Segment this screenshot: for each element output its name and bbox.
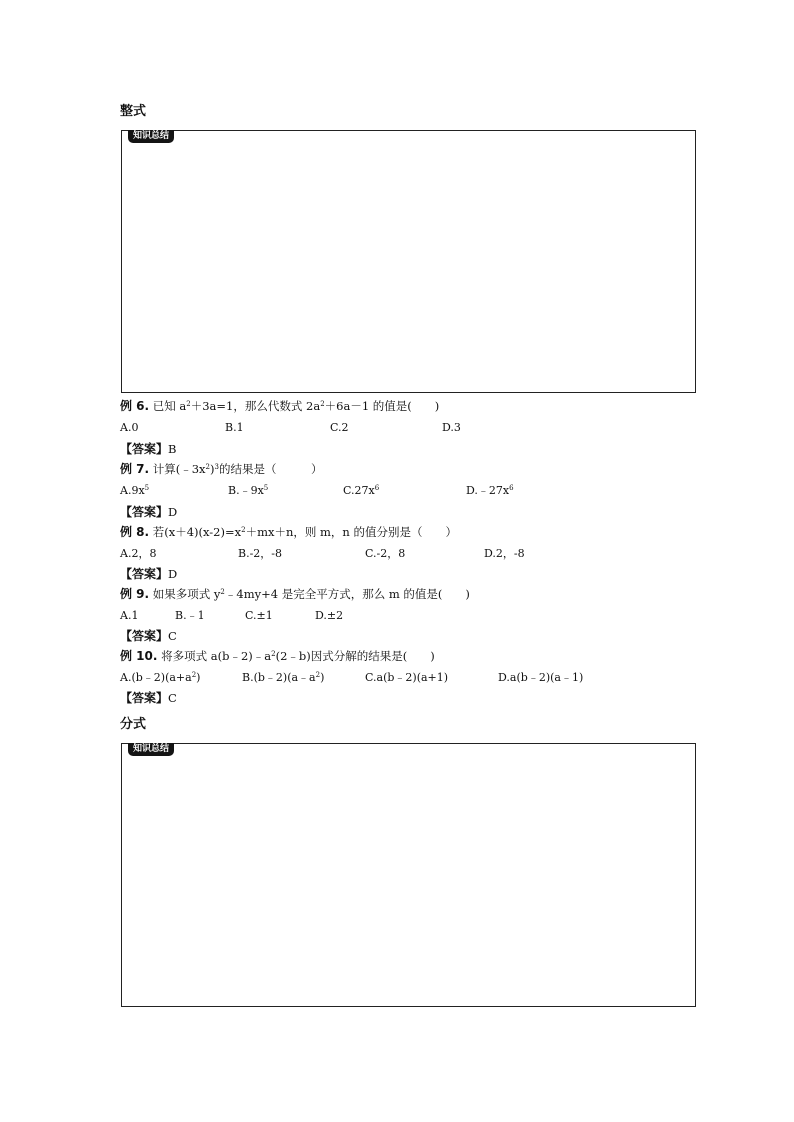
knowledge-summary-box-1 xyxy=(121,130,696,393)
question-6 xyxy=(120,398,439,414)
q7-answer xyxy=(120,504,177,520)
answer-label: 【答案】 xyxy=(120,505,169,519)
q10-option-a: $A.(b﹣2)(a+a^2)$ xyxy=(120,671,201,684)
q8-option-a: A.2，8 xyxy=(120,547,157,560)
q10-answer xyxy=(120,690,177,706)
question-9-text-a: 如果多项式 y xyxy=(152,587,221,601)
knowledge-summary-tag-2: 知识总结 xyxy=(128,743,174,756)
q7-answer-value: D xyxy=(168,505,178,519)
knowledge-summary-tag-1: 知识总结 xyxy=(128,130,174,143)
question-8-text-b: ＋mx＋n，则 m，n 的值分别是（ ） xyxy=(245,525,457,539)
answer-label: 【答案】 xyxy=(120,442,169,456)
q10-option-b: $B.(b﹣2)(a﹣a^2)$ xyxy=(242,671,325,684)
q9-answer-value: C xyxy=(168,629,177,643)
answer-label: 【答案】 xyxy=(120,567,169,581)
q10-option-c: C.a(b﹣2)(a+1) xyxy=(365,671,449,684)
question-10-text-a: 将多项式 a(b﹣2)﹣a xyxy=(161,649,272,663)
q8-option-c: C.-2，8 xyxy=(365,547,406,560)
question-6-label: 例 6. xyxy=(120,399,150,413)
question-7-text-c: 的结果是（ ） xyxy=(218,462,323,476)
question-8-label: 例 8. xyxy=(120,525,150,539)
q10-option-d: D.a(b﹣2)(a﹣1) xyxy=(498,671,584,684)
q9-answer xyxy=(120,628,177,644)
question-10-text-b: (2﹣b)因式分解的结果是( ) xyxy=(275,649,435,663)
section-title-integral-expressions: 整式 xyxy=(120,104,147,119)
q9-option-d: D.±2 xyxy=(315,609,344,622)
q9-option-a: A.1 xyxy=(120,609,139,622)
question-7 xyxy=(120,461,322,477)
q6-option-a: A.0 xyxy=(120,421,139,434)
q6-option-b: B.1 xyxy=(225,421,244,434)
question-9 xyxy=(120,586,470,602)
knowledge-summary-box-2 xyxy=(121,743,696,1007)
answer-label: 【答案】 xyxy=(120,629,169,643)
q9-option-c: C.±1 xyxy=(245,609,273,622)
question-8-exp-a: 2 xyxy=(241,526,246,534)
q8-option-d: D.2，-8 xyxy=(484,547,525,560)
q7-option-a: $A.9x^5$ xyxy=(120,484,150,497)
question-7-exp-a: 2 xyxy=(205,463,211,471)
section-title-fractions: 分式 xyxy=(120,717,147,732)
q6-answer xyxy=(120,441,176,457)
q6-answer-value: B xyxy=(168,442,177,456)
q6-option-d: D.3 xyxy=(442,421,461,434)
q7-option-d: $D.﹣27x^6$ xyxy=(466,484,514,497)
question-8 xyxy=(120,524,457,540)
question-9-exp-a: 2 xyxy=(220,588,225,596)
question-7-text-a: 计算(﹣3x xyxy=(152,462,206,476)
q8-option-b: B.-2，-8 xyxy=(238,547,283,560)
q7-option-b: $B.﹣9x^5$ xyxy=(228,484,269,497)
q6-option-c: C.2 xyxy=(330,421,349,434)
q7-option-c: $C.27x^6$ xyxy=(343,484,380,497)
question-6-text-b: ＋3a=1，那么代数式 2a xyxy=(190,399,321,413)
question-10-exp-a: 2 xyxy=(271,650,276,658)
question-9-label: 例 9. xyxy=(120,587,150,601)
question-7-exp-b: 3 xyxy=(214,463,219,471)
question-6-exp-b: 2 xyxy=(320,400,325,408)
answer-label: 【答案】 xyxy=(120,691,169,705)
q10-answer-value: C xyxy=(168,691,177,705)
question-9-text-b: ﹣4my+4 是完全平方式，那么 m 的值是( ) xyxy=(224,587,470,601)
question-6-exp-a: 2 xyxy=(186,400,191,408)
question-6-text-a: 已知 a xyxy=(152,399,187,413)
q8-answer xyxy=(120,566,177,582)
question-10 xyxy=(120,648,435,664)
q8-answer-value: D xyxy=(168,567,178,581)
question-10-label: 例 10. xyxy=(120,649,158,663)
question-8-text-a: 若(x＋4)(x-2)=x xyxy=(152,525,242,539)
question-6-text-c: ＋6a－1 的值是( ) xyxy=(324,399,440,413)
question-7-label: 例 7. xyxy=(120,462,150,476)
question-7-text-b: ) xyxy=(210,462,215,476)
q9-option-b: B.﹣1 xyxy=(175,609,205,622)
